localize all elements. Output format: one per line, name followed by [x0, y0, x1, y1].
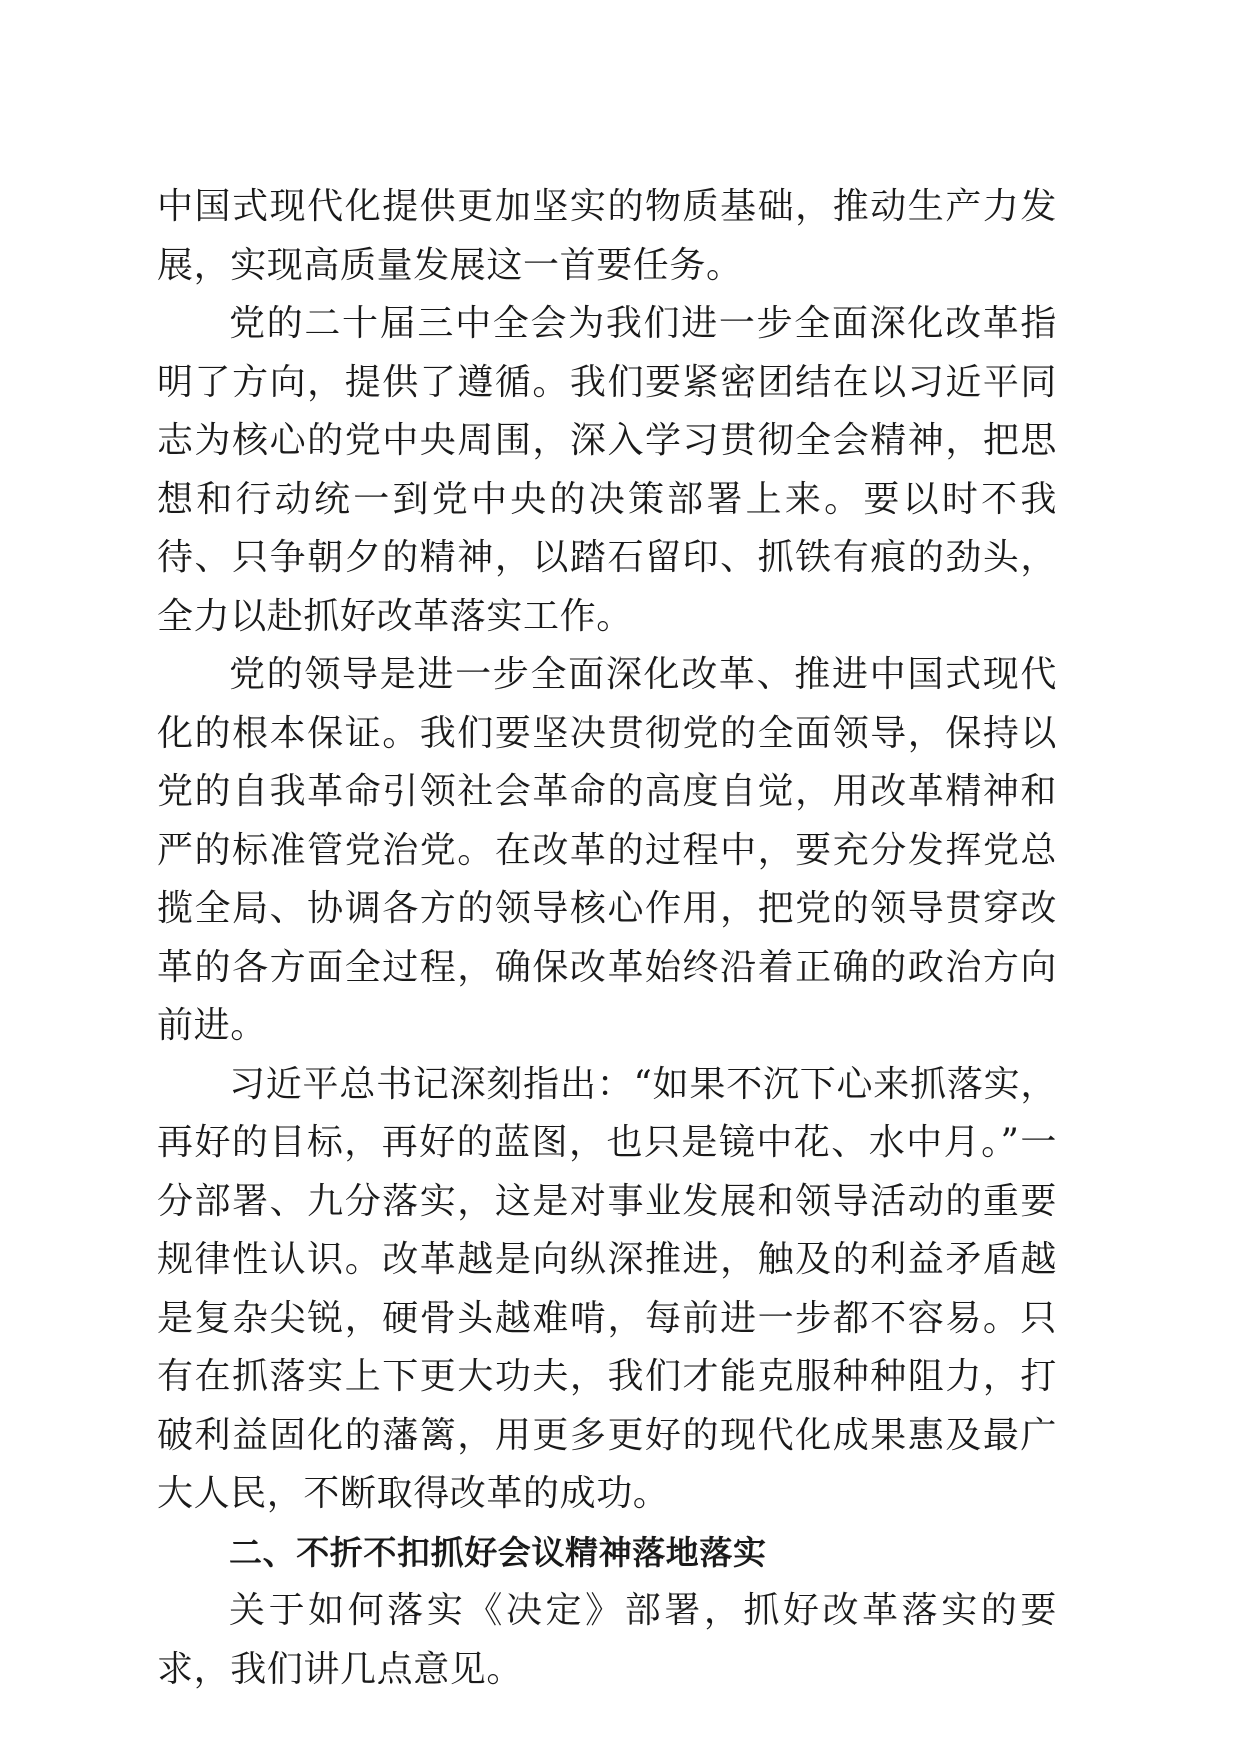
paragraph-reform-direction: 党的二十届三中全会为我们进一步全面深化改革指明了方向，提供了遵循。我们要紧密团结在以习近平同志为核心的党中央周围，深入学习贯彻全会精神，把思想和行动统一到党中央的决策部署上来。要以时不我待、只争朝夕的精神，以踏石留印、抓铁有痕的劲头，全力以赴抓好改革落实工作。 [157, 303, 1057, 637]
paragraph-implementation-quote: 习近平总书记深刻指出：“如果不沉下心来抓落实，再好的目标，再好的蓝图，也只是镜中花、水中月。”一分部署、九分落实，这是对事业发展和领导活动的重要规律性认识。改革越是向纵深推进，触及的利益矛盾越是复杂尖锐，硬骨头越难啃，每前进一步都不容易。只有在抓落实上下更大功夫，我们才能克服种种阻力，打破利益固化的藩篱，用更多更好的现代化成果惠及最广大人民，不断取得改革的成功。 [157, 1063, 1057, 1514]
paragraph-continuation: 中国式现代化提供更加坚实的物质基础，推动生产力发展，实现高质量发展这一首要任务。 [157, 186, 1057, 286]
document-body [157, 178, 1057, 1699]
paragraph-party-leadership: 党的领导是进一步全面深化改革、推进中国式现代化的根本保证。我们要坚决贯彻党的全面领导，保持以党的自我革命引领社会革命的高度自觉，用改革精神和严的标准管党治党。在改革的过程中，要充分发挥党总揽全局、协调各方的领导核心作用，把党的领导贯穿改革的各方面全过程，确保改革始终沿着正确的政治方向前进。 [157, 654, 1057, 1046]
paragraph-closing: 关于如何落实《决定》部署，抓好改革落实的要求，我们讲几点意见。 [157, 1590, 1057, 1690]
section-heading: 二、不折不扣抓好会议精神落地落实 [229, 1532, 767, 1572]
